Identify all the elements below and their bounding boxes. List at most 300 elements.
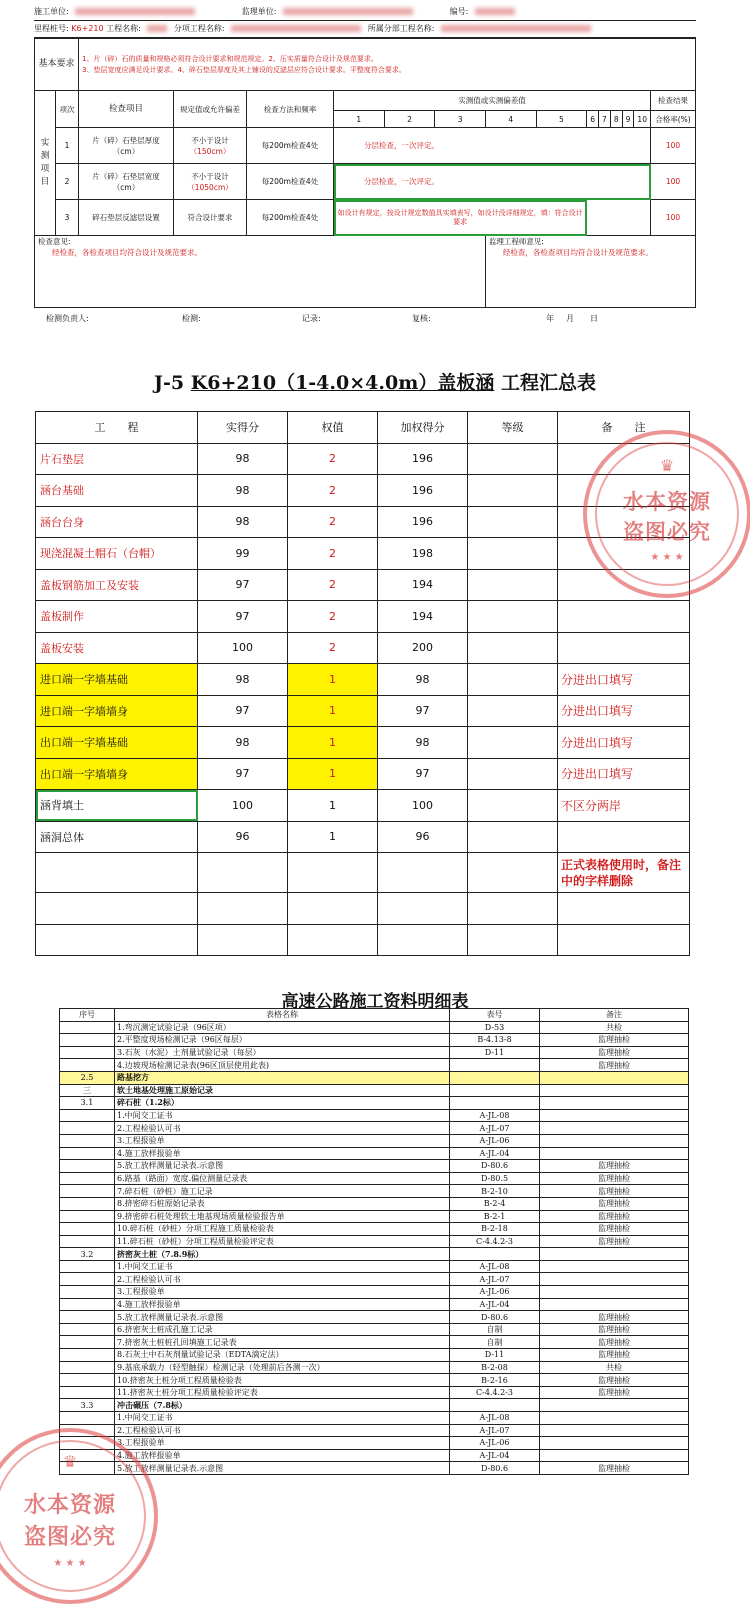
row-rate: 100	[651, 164, 696, 200]
detail-row-note: 监理抽检	[540, 1349, 689, 1362]
summary-row-weighted: 198	[378, 538, 468, 570]
summary-row-name: 涵台台身	[36, 506, 198, 538]
blurred-value	[283, 8, 413, 15]
watermark-line-1: 水本资源	[623, 490, 711, 514]
detail-row-name: 2.工程检验认可书	[115, 1424, 450, 1437]
measure-col-4: 4	[485, 111, 536, 128]
detail-row-note	[540, 1286, 689, 1299]
summary-row-remark	[558, 506, 690, 538]
detail-row	[60, 1424, 689, 1437]
summary-row-grade	[468, 727, 558, 759]
detail-row-name: 5.放工放样测量记录表.示意图	[115, 1311, 450, 1324]
watermark-line-1: 水本资源	[23, 1493, 116, 1518]
detail-row-note	[540, 1399, 689, 1412]
summary-row	[36, 664, 690, 696]
row-spec-text: 不小于设计	[191, 135, 229, 145]
detail-row-seq	[60, 1323, 115, 1336]
detail-row	[60, 1160, 689, 1173]
detail-row-seq	[60, 1210, 115, 1223]
summary-note-row	[36, 853, 690, 893]
row-spec	[174, 164, 247, 200]
summary-empty-cell	[558, 924, 690, 956]
detail-row-code: C-4.4.2-3	[450, 1386, 540, 1399]
detail-row-code: A-JL-04	[450, 1147, 540, 1160]
detail-row-name: 2.工程检验认可书	[115, 1273, 450, 1286]
summary-row-weighted: 196	[378, 506, 468, 538]
col-method: 检查方法和频率	[247, 91, 334, 128]
detail-row-code	[450, 1097, 540, 1110]
summary-row-grade	[468, 601, 558, 633]
detail-row-name: 4.施工放样报验单	[115, 1147, 450, 1160]
blurred-value	[441, 25, 591, 32]
detail-row-code: D-80.6	[450, 1311, 540, 1324]
detail-row-name: 1.中间交工证书	[115, 1109, 450, 1122]
summary-row-name: 盖板安装	[36, 632, 198, 664]
detail-row-note	[540, 1449, 689, 1462]
detail-row-seq	[60, 1349, 115, 1362]
detail-row-seq	[60, 1311, 115, 1324]
check-opinion-cell	[35, 236, 486, 308]
detail-row	[60, 1361, 689, 1374]
summary-row-weight: 1	[288, 821, 378, 853]
summary-row-name: 进口端一字墙墙身	[36, 695, 198, 727]
inspection-row	[35, 128, 696, 164]
detail-row-code: A-JL-06	[450, 1286, 540, 1299]
summary-row-remark	[558, 475, 690, 507]
measure-col-8: 8	[610, 111, 622, 128]
detail-row-name: 4.边坡现场检测记录表(96区顶层使用此表)	[115, 1059, 450, 1072]
detail-row-name: 6.路基（路面）宽度.偏位测量记录表	[115, 1172, 450, 1185]
detail-row-note	[540, 1071, 689, 1084]
detail-row-name: 3.工程报验单	[115, 1437, 450, 1450]
summary-empty-cell	[378, 853, 468, 893]
detail-row-name: 3.工程报验单	[115, 1134, 450, 1147]
detail-row	[60, 1235, 689, 1248]
summary-row-remark	[558, 821, 690, 853]
supervisor-opinion-cell	[485, 236, 695, 308]
detail-row-note	[540, 1134, 689, 1147]
summary-row-grade	[468, 538, 558, 570]
row-note: 如设计有规定，按设计规定数值具实填表写，如设计没详细规定，填：符合设计要求	[334, 200, 587, 236]
detail-row-seq	[60, 1286, 115, 1299]
detail-row-note: 共检	[540, 1021, 689, 1034]
summary-col-remark: 备 注	[558, 412, 690, 444]
detail-row	[60, 1462, 689, 1475]
detail-row-code: A-JL-04	[450, 1298, 540, 1311]
summary-row-name: 涵洞总体	[36, 821, 198, 853]
form-header-row-1	[34, 4, 696, 21]
row-rate: 100	[651, 200, 696, 236]
summary-empty-cell	[468, 893, 558, 925]
detail-row-name: 4.施工放样报验单	[115, 1298, 450, 1311]
summary-row	[36, 695, 690, 727]
detail-row-seq	[60, 1223, 115, 1236]
summary-row	[36, 538, 690, 570]
detail-row-seq	[60, 1122, 115, 1135]
detail-row	[60, 1298, 689, 1311]
summary-row	[36, 475, 690, 507]
detail-row-seq	[60, 1109, 115, 1122]
detail-row-code	[450, 1059, 540, 1072]
measure-col-1: 1	[334, 111, 385, 128]
detail-row	[60, 1046, 689, 1059]
summary-row-weight: 1	[288, 727, 378, 759]
detail-col-code: 表号	[450, 1009, 540, 1022]
detail-row-note: 监理抽检	[540, 1323, 689, 1336]
summary-row-weighted: 200	[378, 632, 468, 664]
detail-row-seq	[60, 1034, 115, 1047]
summary-empty-cell	[288, 924, 378, 956]
detail-row-note: 监理抽检	[540, 1059, 689, 1072]
summary-col-project: 工 程	[36, 412, 198, 444]
detail-row-seq	[60, 1412, 115, 1425]
detail-row-note	[540, 1248, 689, 1261]
summary-col-weighted: 加权得分	[378, 412, 468, 444]
summary-row-score: 97	[198, 601, 288, 633]
detail-row-code: 自制	[450, 1336, 540, 1349]
measure-col-7: 7	[599, 111, 611, 128]
summary-row-remark	[558, 443, 690, 475]
summary-row-score: 98	[198, 506, 288, 538]
detail-row-note: 监理抽检	[540, 1462, 689, 1475]
row-item: 碎石垫层反滤层设置	[79, 200, 174, 236]
detail-row-name: 冲击碾压（7.8标）	[115, 1399, 450, 1412]
detail-row-note	[540, 1260, 689, 1273]
row-method: 每200m检查4处	[247, 128, 334, 164]
summary-row-grade	[468, 821, 558, 853]
detail-row-code: A-JL-08	[450, 1109, 540, 1122]
detail-row-note: 监理抽检	[540, 1160, 689, 1173]
detail-row-code: D-53	[450, 1021, 540, 1034]
detail-row-note: 共检	[540, 1361, 689, 1374]
row-item: 片（碎）石垫层宽度（cm）	[79, 164, 174, 200]
detail-row-name: 10.挤密灰土桩分项工程质量检验表	[115, 1374, 450, 1387]
summary-row-score: 100	[198, 790, 288, 822]
detail-row-seq	[60, 1437, 115, 1450]
detail-row-name: 2.工程检验认可书	[115, 1122, 450, 1135]
row-spec	[174, 128, 247, 164]
detail-row-seq	[60, 1046, 115, 1059]
detail-row-note: 监理抽检	[540, 1046, 689, 1059]
detail-row	[60, 1323, 689, 1336]
detail-row	[60, 1437, 689, 1450]
basic-req-line-2: 3、垫层宽度应满足设计要求。4、碎石垫层厚度及其上铺设的反滤层应符合设计要求。平整度符合要求。	[82, 65, 406, 74]
summary-row-name: 出口端一字墙基础	[36, 727, 198, 759]
detail-row	[60, 1034, 689, 1047]
stars-icon: ★ ★ ★	[53, 1558, 87, 1569]
summary-row-remark: 分进出口填写	[558, 758, 690, 790]
detail-row-note	[540, 1437, 689, 1450]
watermark-line-2: 盗图必究	[623, 520, 711, 544]
row-item: 片（碎）石垫层厚度（cm）	[79, 128, 174, 164]
summary-row-weighted: 194	[378, 601, 468, 633]
detail-row-seq	[60, 1147, 115, 1160]
detail-row	[60, 1349, 689, 1362]
check-opinion-label: 检查意见:	[38, 237, 71, 246]
measure-col-9: 9	[622, 111, 634, 128]
supervisor-opinion: 经检查，各检查项目均符合设计及规范要求。	[502, 248, 653, 257]
summary-row-score: 99	[198, 538, 288, 570]
detail-row-code	[450, 1071, 540, 1084]
summary-row-weight: 1	[288, 758, 378, 790]
detail-col-note: 备注	[540, 1009, 689, 1022]
crown-icon: ♛	[659, 456, 675, 475]
summary-empty-cell	[468, 853, 558, 893]
row-method: 每200m检查4处	[247, 164, 334, 200]
summary-row-name: 涵台基础	[36, 475, 198, 507]
summary-col-grade: 等级	[468, 412, 558, 444]
stars-icon: ★ ★ ★	[650, 552, 684, 563]
summary-row	[36, 727, 690, 759]
detail-row-seq	[60, 1462, 115, 1475]
detail-row-code: A-JL-08	[450, 1260, 540, 1273]
detail-row-note: 监理抽检	[540, 1336, 689, 1349]
detail-row-note	[540, 1147, 689, 1160]
summary-table	[35, 411, 690, 956]
summary-row-remark: 分进出口填写	[558, 727, 690, 759]
detail-row-code: B-4.13-8	[450, 1034, 540, 1047]
detail-row	[60, 1059, 689, 1072]
summary-row-weight: 1	[288, 790, 378, 822]
detail-row	[60, 1147, 689, 1160]
summary-row-weighted: 97	[378, 758, 468, 790]
detail-row	[60, 1374, 689, 1387]
measure-col-6: 6	[587, 111, 599, 128]
station-value: K6+210	[71, 24, 104, 33]
detail-row-name: 8.挤密碎石桩原始记录表	[115, 1197, 450, 1210]
detail-row	[60, 1399, 689, 1412]
detail-title: 高速公路施工资料明细表	[281, 992, 469, 1012]
blurred-value	[475, 8, 515, 15]
col-measured: 实测值或实测偏差值	[334, 91, 651, 111]
subitem-name-label: 分项工程名称:	[173, 24, 225, 33]
detail-row-note: 监理抽检	[540, 1210, 689, 1223]
detail-row-code: B-2-4	[450, 1197, 540, 1210]
detail-row-code: A-JL-07	[450, 1122, 540, 1135]
summary-row-grade	[468, 695, 558, 727]
summary-row	[36, 790, 690, 822]
summary-row-weighted: 194	[378, 569, 468, 601]
watermark-line-2: 盗图必究	[23, 1525, 116, 1550]
detail-row	[60, 1021, 689, 1034]
summary-row-grade	[468, 664, 558, 696]
footer-month: 月	[566, 314, 574, 323]
summary-row-remark	[558, 601, 690, 633]
detail-row-seq	[60, 1260, 115, 1273]
detail-row-name: 1.弯沉测定试验记录（96区项）	[115, 1021, 450, 1034]
construction-unit-label: 施工单位:	[34, 7, 69, 16]
detail-row-name: 5.放工放样测量记录表.示意图	[115, 1462, 450, 1475]
summary-row-name: 片石垫层	[36, 443, 198, 475]
summary-row	[36, 758, 690, 790]
summary-row-score: 98	[198, 475, 288, 507]
summary-row-weight: 1	[288, 695, 378, 727]
detail-row-seq	[60, 1235, 115, 1248]
detail-row-name: 11.碎石桩（砂桩）分项工程质量检验评定表	[115, 1235, 450, 1248]
detail-row-name: 3.石灰（水泥）土剂量试验记录（每层）	[115, 1046, 450, 1059]
detail-row-note: 监理抽检	[540, 1197, 689, 1210]
summary-row-grade	[468, 758, 558, 790]
inspection-form	[34, 4, 696, 330]
row-no: 2	[56, 164, 79, 200]
summary-row-grade	[468, 569, 558, 601]
blurred-value	[231, 25, 361, 32]
detail-row-seq	[60, 1185, 115, 1198]
basic-req-text	[79, 39, 696, 91]
supervision-unit-label: 监理单位:	[241, 7, 277, 16]
detail-row-code: A-JL-04	[450, 1449, 540, 1462]
summary-row-grade	[468, 475, 558, 507]
detail-row-note: 监理抽检	[540, 1223, 689, 1236]
detail-row-name: 11.挤密灰土桩分项工程质量检验评定表	[115, 1386, 450, 1399]
summary-row-remark: 分进出口填写	[558, 664, 690, 696]
detail-row	[60, 1134, 689, 1147]
detail-row-seq	[60, 1361, 115, 1374]
detail-row-seq	[60, 1374, 115, 1387]
detail-row-name: 1.中间交工证书	[115, 1260, 450, 1273]
detail-row	[60, 1071, 689, 1084]
summary-empty-cell	[378, 893, 468, 925]
detail-row-code: 自制	[450, 1323, 540, 1336]
detail-row-code	[450, 1399, 540, 1412]
footer-day: 日	[590, 314, 598, 323]
detail-row-code: D-11	[450, 1046, 540, 1059]
row-spec-value: （1050cm）	[187, 182, 233, 192]
detail-row-name: 7.挤密灰土桩桩孔回填施工记录表	[115, 1336, 450, 1349]
number-label: 编号:	[449, 7, 469, 16]
detail-table-wrap	[59, 1008, 689, 1475]
project-name-label: 工程名称:	[106, 24, 141, 33]
detail-row	[60, 1286, 689, 1299]
summary-row	[36, 569, 690, 601]
footer-reviewer: 复核:	[412, 314, 431, 323]
detail-row-note: 监理抽检	[540, 1374, 689, 1387]
detail-row-seq	[60, 1134, 115, 1147]
summary-row-weight: 2	[288, 569, 378, 601]
detail-row-code: C-4.4.2-3	[450, 1235, 540, 1248]
summary-empty-row	[36, 893, 690, 925]
detail-row-seq	[60, 1021, 115, 1034]
summary-title-prefix: J-5	[154, 372, 185, 394]
detail-row-seq	[60, 1160, 115, 1173]
detail-row-name: 9.挤密碎石桩处理软土地基现场质量检验报告单	[115, 1210, 450, 1223]
inspection-row	[35, 200, 696, 236]
detail-row-code: D-80.6	[450, 1160, 540, 1173]
form-header-row-2	[34, 21, 696, 38]
detail-row-seq	[60, 1059, 115, 1072]
summary-col-weight: 权值	[288, 412, 378, 444]
detail-row-code: A-JL-07	[450, 1424, 540, 1437]
row-empty-cells	[587, 200, 651, 236]
detail-row-note: 监理抽检	[540, 1311, 689, 1324]
summary-row-remark: 分进出口填写	[558, 695, 690, 727]
detail-row-note	[540, 1298, 689, 1311]
detail-row-name: 8.石灰土中石灰剂量试验记录（EDTA滴定法）	[115, 1349, 450, 1362]
detail-row-note: 监理抽检	[540, 1172, 689, 1185]
summary-row-weight: 1	[288, 664, 378, 696]
row-spec-value: （150cm）	[189, 146, 231, 156]
summary-col-score: 实得分	[198, 412, 288, 444]
detail-row-seq: 3.3	[60, 1399, 115, 1412]
row-method: 每200m检查4处	[247, 200, 334, 236]
summary-empty-cell	[198, 924, 288, 956]
summary-row-name: 盖板制作	[36, 601, 198, 633]
col-item-no: 项次	[56, 91, 79, 128]
summary-title-station: K6+210（1-4.0×4.0m）盖板涵	[190, 372, 495, 394]
summary-row-weight: 2	[288, 475, 378, 507]
detail-row-note	[540, 1097, 689, 1110]
detail-row-seq	[60, 1386, 115, 1399]
summary-row-score: 97	[198, 569, 288, 601]
summary-row-weighted: 98	[378, 664, 468, 696]
detail-row-code: B-2-08	[450, 1361, 540, 1374]
detail-row-seq: 3.2	[60, 1248, 115, 1261]
summary-empty-row	[36, 924, 690, 956]
detail-col-name: 表格名称	[115, 1009, 450, 1022]
detail-row-code: A-JL-08	[450, 1412, 540, 1425]
summary-empty-cell	[558, 893, 690, 925]
detail-row-code: B-2-16	[450, 1374, 540, 1387]
col-result: 检查结果	[651, 91, 696, 111]
detail-row-code: A-JL-06	[450, 1437, 540, 1450]
detail-row	[60, 1336, 689, 1349]
detail-row-seq	[60, 1197, 115, 1210]
detail-row-seq: 3.1	[60, 1097, 115, 1110]
detail-row-note	[540, 1084, 689, 1097]
footer-recorder: 记录:	[302, 314, 321, 323]
summary-row-name: 出口端一字墙墙身	[36, 758, 198, 790]
inspection-row	[35, 164, 696, 200]
supervisor-label: 监理工程师意见:	[488, 237, 544, 246]
summary-row-name: 进口端一字墙基础	[36, 664, 198, 696]
summary-row-weight: 2	[288, 443, 378, 475]
detail-row	[60, 1197, 689, 1210]
detail-row-note	[540, 1273, 689, 1286]
summary-row-score: 96	[198, 821, 288, 853]
detail-row	[60, 1172, 689, 1185]
division-name-label: 所属分部工程名称:	[367, 24, 435, 33]
summary-row-score: 97	[198, 758, 288, 790]
detail-row-note: 监理抽检	[540, 1235, 689, 1248]
detail-row	[60, 1097, 689, 1110]
blurred-value	[75, 8, 195, 15]
summary-row-grade	[468, 790, 558, 822]
summary-row-weighted: 100	[378, 790, 468, 822]
summary-row	[36, 821, 690, 853]
detail-row-name: 路基挖方	[115, 1071, 450, 1084]
measure-col-3: 3	[435, 111, 486, 128]
detail-row	[60, 1109, 689, 1122]
row-no: 3	[56, 200, 79, 236]
summary-row-weighted: 196	[378, 475, 468, 507]
summary-row-name: 现浇混凝土帽石（台帽）	[36, 538, 198, 570]
summary-row-remark	[558, 632, 690, 664]
detail-row	[60, 1122, 689, 1135]
summary-row-score: 98	[198, 443, 288, 475]
measure-col-2: 2	[384, 111, 435, 128]
blurred-value	[147, 25, 167, 32]
summary-row	[36, 632, 690, 664]
detail-col-seq: 序号	[60, 1009, 115, 1022]
row-rate: 100	[651, 128, 696, 164]
summary-row-weighted: 98	[378, 727, 468, 759]
footer-inspector: 检测:	[182, 314, 201, 323]
summary-row-weight: 2	[288, 601, 378, 633]
summary-title-suffix: 工程汇总表	[500, 372, 596, 394]
detail-row-name: 2.平整度现场检测记录（96区每层）	[115, 1034, 450, 1047]
detail-row-seq	[60, 1449, 115, 1462]
summary-row-weight: 2	[288, 632, 378, 664]
